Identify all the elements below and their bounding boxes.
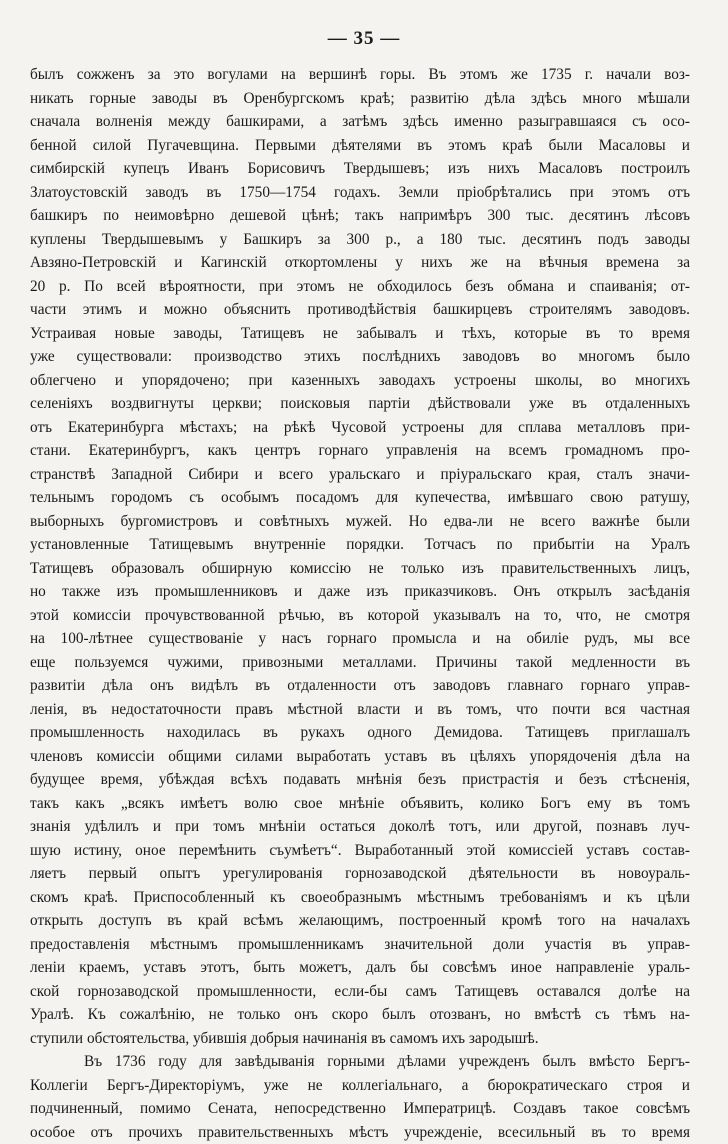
text-line: но также изъ промышленниковъ и даже изъ приказчиковъ. Онъ открылъ засѣданія (30, 580, 690, 604)
text-line: башкиръ по неимовѣрно дешевой цѣнѣ; такъ напримѣръ 300 тыс. десятинъ лѣсовъ (30, 204, 690, 228)
text-line: на 100-лѣтнее существованіе у насъ горнаго промысла и на обиліе рудъ, мы все (30, 627, 690, 651)
text-line: скомъ краѣ. Приспособленный къ своеобразнымъ мѣстнымъ требованіямъ и къ цѣли (30, 886, 690, 910)
text-line: этой комиссіи прочувствованной рѣчью, въ которой указывалъ на то, что, не смотря (30, 604, 690, 628)
text-line: бенной силой Пугачевщина. Первыми дѣятелями въ этомъ краѣ были Масаловы и (30, 134, 690, 158)
text-line: знанія удѣлилъ и при томъ мнѣніи остаться доколѣ тотъ, или другой, познавъ луч- (30, 815, 690, 839)
text-line: членовъ комиссіи общими силами выработать уставъ въ цѣляхъ упорядоченія дѣла на (30, 745, 690, 769)
text-line: облегчено и упорядочено; при казенныхъ заводахъ устроены школы, во многихъ (30, 369, 690, 393)
text-line: установленные Татищевымъ внутренніе порядки. Тотчасъ по прибытіи на Уралъ (30, 533, 690, 557)
text-line: странствѣ Западной Сибири и всего уральскаго и пріуральскаго края, сталъ значи- (30, 463, 690, 487)
text-line: предоставленія мѣстнымъ промышленникамъ значительной доли участія въ управ- (30, 933, 690, 957)
text-line: открыть доступъ въ край всѣмъ желающимъ, построенный кромѣ того на началахъ (30, 909, 690, 933)
text-line: селеніяхъ воздвигнуты церкви; поисковыя партіи дѣйствовали уже въ отдаленныхъ (30, 392, 690, 416)
text-line: тельнымъ городомъ съ особымъ посадомъ для купечества, имѣвшаго свою ратушу, (30, 486, 690, 510)
text-line: развитіи дѣла онъ видѣлъ въ отдаленности отъ заводовъ главнаго горнаго управ- (30, 674, 690, 698)
text-line: промышленность находилась въ рукахъ одного Демидова. Татищевъ приглашалъ (30, 721, 690, 745)
text-line: сначала волненія между башкирами, а затѣмъ здѣсь именно разыгравшаяся съ осо- (30, 110, 690, 134)
page-number: — 35 — (0, 28, 728, 50)
text-line: ступили обстоятельства, убившія добрыя начинанія въ самомъ ихъ зародышѣ. (30, 1027, 690, 1051)
text-line: уже существовали: производство этихъ послѣднихъ заводовъ во многомъ было (30, 345, 690, 369)
text-line: Въ 1736 году для завѣдыванія горными дѣлами учрежденъ былъ вмѣсто Бергъ- (30, 1050, 690, 1074)
text-line: былъ сожженъ за это вогулами на вершинѣ горы. Въ этомъ же 1735 г. начали воз- (30, 63, 690, 87)
text-line: Устраивая новые заводы, Татищевъ не забывалъ и тѣхъ, которые въ то время (30, 322, 690, 346)
text-line: части этимъ и можно объяснить противодѣйствія башкирцевъ строителямъ заводовъ. (30, 298, 690, 322)
text-line: ленія, въ недостаточности правъ мѣстной власти и въ томъ, что почти вся частная (30, 698, 690, 722)
text-line: особое отъ прочихъ правительственныхъ мѣстъ учрежденіе, всесильный въ то время (30, 1121, 690, 1144)
text-line: куплены Твердышевымъ у Башкиръ за 300 р., а 180 тыс. десятинъ подъ заводы (30, 228, 690, 252)
text-line: выборныхъ бургомистровъ и совѣтныхъ мужей. Но едва-ли не всего важнѣе были (30, 510, 690, 534)
text-line: симбирскій купецъ Иванъ Борисовичъ Твердышевъ; изъ нихъ Масаловъ построилъ (30, 157, 690, 181)
text-line: стани. Екатеринбургъ, какъ центръ горнаго управленія на всемъ громадномъ про- (30, 439, 690, 463)
text-line: подчиненный, помимо Сената, непосредственно Императрицѣ. Создавъ такое совсѣмъ (30, 1097, 690, 1121)
text-line: Златоустовскій заводъ въ 1750—1754 годахъ. Земли пріобрѣтались при этомъ отъ (30, 181, 690, 205)
text-line: еще пользуемся чужими, привозными металлами. Причины такой медленности въ (30, 651, 690, 675)
text-line: такъ какъ „всякъ имѣетъ волю свое мнѣніе объявить, колико Богъ ему въ томъ (30, 792, 690, 816)
text-line: ской горнозаводской промышленности, если-бы самъ Татищевъ оставался долѣе на (30, 980, 690, 1004)
text-line: будущее время, убѣждая всѣхъ подавать мнѣнія безъ пристрастія и безъ стѣсненія, (30, 768, 690, 792)
text-line: шую истину, оное перемѣнить съумѣетъ“. Выработанный этой комиссіей уставъ состав- (30, 839, 690, 863)
text-line: Уралѣ. Къ сожалѣнію, не только онъ скоро былъ отозванъ, но вмѣстѣ съ тѣмъ на- (30, 1003, 690, 1027)
text-line: никать горные заводы въ Оренбургскомъ краѣ; развитію дѣла здѣсь много мѣшали (30, 87, 690, 111)
text-line: 20 р. По всей вѣроятности, при этомъ не обходилось безъ обмана и спаиванія; от- (30, 275, 690, 299)
text-line: Авзяно-Петровскій и Кагинскій откортомлены у нихъ же на вѣчныя времена за (30, 251, 690, 275)
text-line: леніи краемъ, уставъ этотъ, быть можетъ, далъ бы совсѣмъ иное направленіе ураль- (30, 956, 690, 980)
text-line: Коллегіи Бергъ-Директоріумъ, уже не коллегіальнаго, а бюрократическаго строя и (30, 1074, 690, 1098)
text-line: отъ Екатеринбурга мѣстахъ; на рѣкѣ Чусовой устроены для сплава металловъ при- (30, 416, 690, 440)
text-line: Татищевъ образовалъ обширную комиссію не только изъ правительственныхъ лицъ, (30, 557, 690, 581)
body-text (30, 63, 690, 1144)
text-line: ляетъ первый опытъ урегулированія горнозаводской дѣятельности въ новоураль- (30, 862, 690, 886)
